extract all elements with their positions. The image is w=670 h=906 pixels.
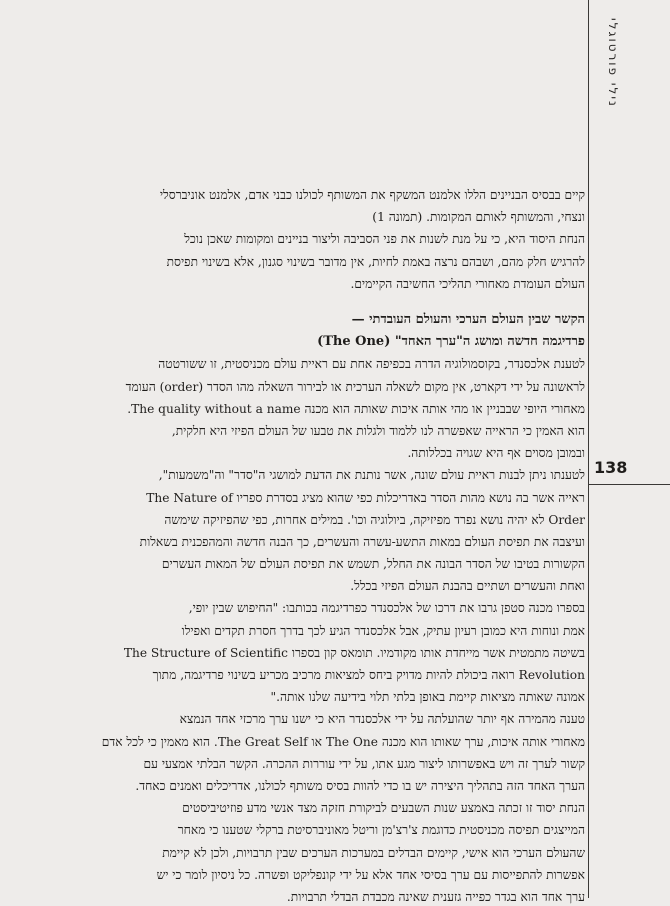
text-line: אמונה שאותה מציאות קיימת באופן בלתי תלוי בידיעה שלנו אותה."	[270, 690, 585, 704]
text-line: להרגיש חלק מהם, ושבהם נרצה באמת לחיות, אין מדובר בשינוי סגנון, אלא בשינוי תפיסת	[166, 255, 585, 269]
text-line: אפשרות להתפייסות עם ערך בסיסי אחד אלא על ידי קונפליקט ופשרה. כל ניסיון לומר כי יש	[156, 868, 585, 882]
margin-vertical-rule	[588, 0, 589, 898]
text-line: Order לא יהיה נושא נפרד מפיזיקה, ביולוגיה וכו'. במילים אחרות, כפי שהפיזיקה שימשה	[164, 513, 585, 527]
text-line: לראשונה על ידי דקארט, אין מקום לשאלה הערכית או לבירור השאלה מהו הסדר (order) העומד	[125, 380, 585, 394]
text-line: קיים בבסיס הבניינים הללו אלמנט המשקף את המשותף לכולנו כבני אדם, אלמנט אוניברסלי	[159, 188, 585, 202]
text-line: המייצגים תפיסה מכניסטית כדוגמת צ'רצ'מן וריטל מאוניברסיטת ברקלי שטענו כי מאחר	[177, 823, 585, 837]
text-line: הנחת היסוד היא, כי על מנת לשנות את פני הסביבה וליצור בניינים ומקומות שאכן נוכל	[184, 232, 585, 246]
text-line: מאחורי אותה איכות, ערך שאותו הוא מכנה The One או The Great Self. הוא מאמין כי לכל אדם	[101, 735, 585, 749]
text-line: טענה מהמירה אף יותר שהועלתה על ידי אלכסנדר היא כי ישנו ערך מרכזי אחד הנמצא	[179, 712, 585, 726]
text-line: ועיצבה את תפיסת העולם במאות התשע-עשרה והעשרים, כך הבנה חדשה והמהפכנית בשאלות	[139, 535, 585, 549]
page-number: 138	[594, 458, 628, 477]
text-line: ונצחי, והמשותף לאותם המקומות. (תמונה 1)	[372, 210, 585, 224]
text-line: ערך אחד הוא בגדר כפייה גזענית שאינה מכבדת הבדלי תרבויות.	[286, 890, 585, 904]
text-line: Revolution רואה ביכולת להיות מדויק ביחס למציאות מרכיב מכריע בשינוי פרדיגמה, מתוך	[152, 668, 585, 682]
text-line: לטענתו ניתן לבנות ראיית עולם שונה, אשר נותנת את הדעת למושגי ה"סדר" וה"משמעות",	[158, 468, 585, 482]
text-line: בשיטה מתמטית אשר מייחדת אותו מקודמיו. תומאס קון בספרו The Structure of Scientific	[123, 646, 585, 660]
section-heading: הקשר שבין העולם הערכי והעולם העובדתי —	[351, 312, 585, 327]
text-line: הקשורות בטיבו של הסדר הבונה את החלל, תשמש את תפיסת העולם של המאות העשרים	[161, 557, 585, 571]
running-header: נילי פורטוגלי	[606, 18, 620, 108]
text-line: מאחורי היופי שבבניין או מהי אותה איכות שאותה הוא מכנה The quality without a name.	[127, 402, 585, 416]
section-heading: פרדיגמה חדשה ומושג ה"ערך האחד" (The One)	[317, 334, 585, 349]
text-line: העולם העומדת מאחורי תהליכי החשיבה הקיימים.	[350, 277, 585, 291]
margin-horizontal-rule	[588, 484, 670, 485]
text-line: לטענת אלכסנדר, בקוסמולוגיה הדרה בכפיפה אחת עם ראיית עולם מכניסטית, זו ששורטטה	[158, 357, 585, 371]
text-line: קשור לערך זה ויש באפשרותו ליצור מגע אתו, על ידי עוררות ההכרה. הקשר הבלתי אמצעי עם	[143, 757, 585, 771]
text-line: ואחת והעשרים ושתיים בהבנת העולם הפיזי בכלל.	[350, 579, 585, 593]
text-line: אמת ונוחות היא כמובן רעיון עתיק, אבל אלכסנדר הגיע לכך בדרך חסרת תקדים ואפילו	[181, 624, 585, 638]
text-line: ובמובן מסוים אף היא שגויה בכללותה.	[407, 446, 585, 460]
text-line: בספרו מכנה סטפן גרבו את דרכו של אלכסנדר כפרדיגמה בכותבו: "החיפוש שבין יופי,	[188, 601, 585, 615]
text-line: הוא האמין כי הראייה שאפשרה לנו ללמוד ולגלות את טבעו של העולם הפיזי היא חלקית,	[171, 424, 585, 438]
body-text	[10, 0, 585, 904]
text-line: ראייה אשר בה נושא מהות הסדר באדריכלות כפי שהוא מציג בסדרת ספריו The Nature of	[146, 491, 585, 505]
text-line: הנחת יסוד זו זכתה באמצע שנות השבעים לביקורת חזקה מצד אנשי מדע פוזיטיביסטים	[182, 801, 585, 815]
text-line: שהעולם הערכי הוא אישי, קיימים הבדלים במערכות הערכים שבין תרבויות, ולכן לא קיימת	[162, 846, 585, 860]
text-line: הערך האחד הזה בתהליך היצירה יש בו כדי להוות בסיס משותף לכולנו, אדריכלים ואמנים כאחד.	[135, 779, 585, 793]
